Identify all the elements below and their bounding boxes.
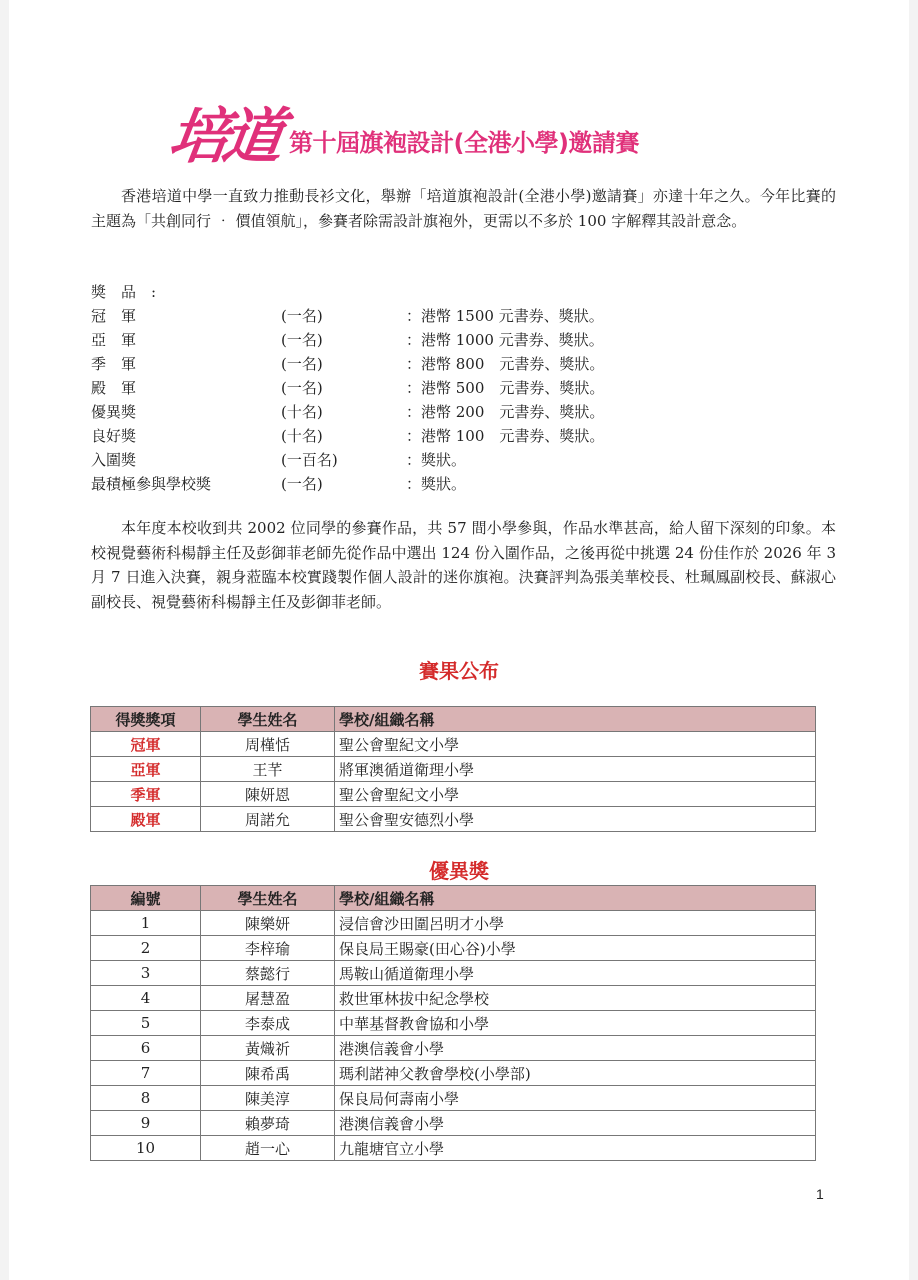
student-name-cell: 王芊 [201,757,335,782]
prize-quantity: (一名) [281,379,323,397]
prize-quantity: (一名) [281,475,323,493]
number-cell: 6 [91,1036,201,1061]
prize-item [91,376,604,400]
prize-name: 殿 軍 [91,379,137,397]
prize-item [91,448,604,472]
number-cell: 10 [91,1136,201,1161]
student-name-cell: 陳樂妍 [201,911,335,936]
school-logo: 培道 [164,102,282,172]
merit-title: 優異獎 [429,859,489,883]
table-row [91,1136,816,1161]
results-title: 賽果公布 [419,659,499,683]
prize-item [91,424,604,448]
results-table [90,706,816,832]
prize-reward: ：獎狀。 [406,475,467,493]
prize-item [91,352,604,376]
prize-name: 入圍獎 [91,451,137,469]
student-name-cell: 屠慧盈 [201,986,335,1011]
prize-reward: ：港幣 500 元書券、獎狀。 [406,379,605,397]
table-row [91,1011,816,1036]
prize-quantity: (一名) [281,331,323,349]
prize-reward: ：港幣 1500 元書券、獎狀。 [406,307,604,325]
school-cell: 港澳信義會小學 [335,1036,816,1061]
student-name-cell: 黃熾祈 [201,1036,335,1061]
school-cell: 保良局何壽南小學 [335,1086,816,1111]
prize-name: 冠 軍 [91,307,137,325]
student-name-cell: 李泰成 [201,1011,335,1036]
student-name-cell: 周槿恬 [201,732,335,757]
award-cell: 亞軍 [91,757,201,782]
student-name-cell: 趙一心 [201,1136,335,1161]
school-cell: 保良局王賜豪(田心谷)小學 [335,936,816,961]
prize-name: 亞 軍 [91,331,137,349]
student-name-cell: 陳希禹 [201,1061,335,1086]
table-row [91,807,816,832]
number-cell: 8 [91,1086,201,1111]
prize-quantity: (十名) [281,427,323,445]
table-header-row [91,886,816,911]
prize-item [91,400,604,424]
school-cell: 瑪利諾神父教會學校(小學部) [335,1061,816,1086]
school-cell: 馬鞍山循道衛理小學 [335,961,816,986]
prize-reward: ：港幣 1000 元書券、獎狀。 [406,331,604,349]
prize-list [91,280,604,496]
award-cell: 季軍 [91,782,201,807]
prize-quantity: (十名) [281,403,323,421]
prize-heading: 獎品: [91,283,172,301]
school-cell: 中華基督教會協和小學 [335,1011,816,1036]
school-cell: 九龍塘官立小學 [335,1136,816,1161]
prize-name: 良好獎 [91,427,137,445]
prize-reward: ：獎狀。 [406,451,467,469]
number-cell: 5 [91,1011,201,1036]
table-row [91,732,816,757]
merit-table [90,885,816,1161]
column-header: 學校/組織名稱 [335,886,816,911]
award-cell: 冠軍 [91,732,201,757]
table-row [91,936,816,961]
column-header: 編號 [91,886,201,911]
number-cell: 2 [91,936,201,961]
prize-name: 最積極參與學校獎 [91,475,212,493]
prize-quantity: (一百名) [281,451,338,469]
number-cell: 1 [91,911,201,936]
prize-quantity: (一名) [281,355,323,373]
table-row [91,911,816,936]
prize-quantity: (一名) [281,307,323,325]
school-cell: 聖公會聖紀文小學 [335,782,816,807]
prize-name: 季 軍 [91,355,137,373]
student-name-cell: 陳妍恩 [201,782,335,807]
number-cell: 4 [91,986,201,1011]
number-cell: 7 [91,1061,201,1086]
number-cell: 3 [91,961,201,986]
school-cell: 浸信會沙田圍呂明才小學 [335,911,816,936]
prize-item [91,328,604,352]
prize-reward: ：港幣 100 元書券、獎狀。 [406,427,605,445]
number-cell: 9 [91,1111,201,1136]
table-row [91,986,816,1011]
table-row [91,1036,816,1061]
document-header [164,92,639,172]
column-header: 學生姓名 [201,707,335,732]
student-name-cell: 周諾允 [201,807,335,832]
student-name-cell: 賴夢琦 [201,1111,335,1136]
table-row [91,961,816,986]
table-row [91,757,816,782]
school-cell: 將軍澳循道衛理小學 [335,757,816,782]
page-number: 1 [816,1186,824,1202]
prize-item [91,472,604,496]
prize-name: 優異獎 [91,403,137,421]
prize-item [91,304,604,328]
column-header: 學校/組織名稱 [335,707,816,732]
table-row [91,782,816,807]
table-row [91,1111,816,1136]
student-name-cell: 陳美淳 [201,1086,335,1111]
school-cell: 聖公會聖紀文小學 [335,732,816,757]
prize-reward: ：港幣 800 元書券、獎狀。 [406,355,605,373]
summary-paragraph: 本年度本校收到共 2002 位同學的參賽作品，共 57 間小學參與，作品水準甚高，給人留下深刻的印象。本校視覺藝術科楊靜主任及彭御菲老師先從作品中選出 124 份入圍作品，之後再從中挑選 24 份佳作於 2026 年 3 月 7 日進入決賽，親身蒞臨本校實踐製作個人設計的迷你旗袍。決賽評判為張美華校長、杜珮鳳副校長、蘇淑心副校長、視覺藝術科楊靜主任及彭御菲老師。 [91,519,836,611]
student-name-cell: 李梓瑜 [201,936,335,961]
document-page [9,0,909,1280]
school-cell: 聖公會聖安德烈小學 [335,807,816,832]
school-cell: 救世軍林拔中紀念學校 [335,986,816,1011]
table-header-row [91,707,816,732]
table-row [91,1061,816,1086]
prize-reward: ：港幣 200 元書券、獎狀。 [406,403,605,421]
award-cell: 殿軍 [91,807,201,832]
table-row [91,1086,816,1111]
column-header: 得獎獎項 [91,707,201,732]
intro-paragraph: 香港培道中學一直致力推動長衫文化，舉辦「培道旗袍設計(全港小學)邀請賽」亦達十年之久。今年比賽的主題為「共創同行 ‧ 價值領航」，參賽者除需設計旗袍外，更需以不多於 100 字解釋其設計意念。 [91,187,836,230]
column-header: 學生姓名 [201,886,335,911]
student-name-cell: 蔡懿行 [201,961,335,986]
document-title: 第十屆旗袍設計(全港小學)邀請賽 [289,129,639,157]
school-cell: 港澳信義會小學 [335,1111,816,1136]
